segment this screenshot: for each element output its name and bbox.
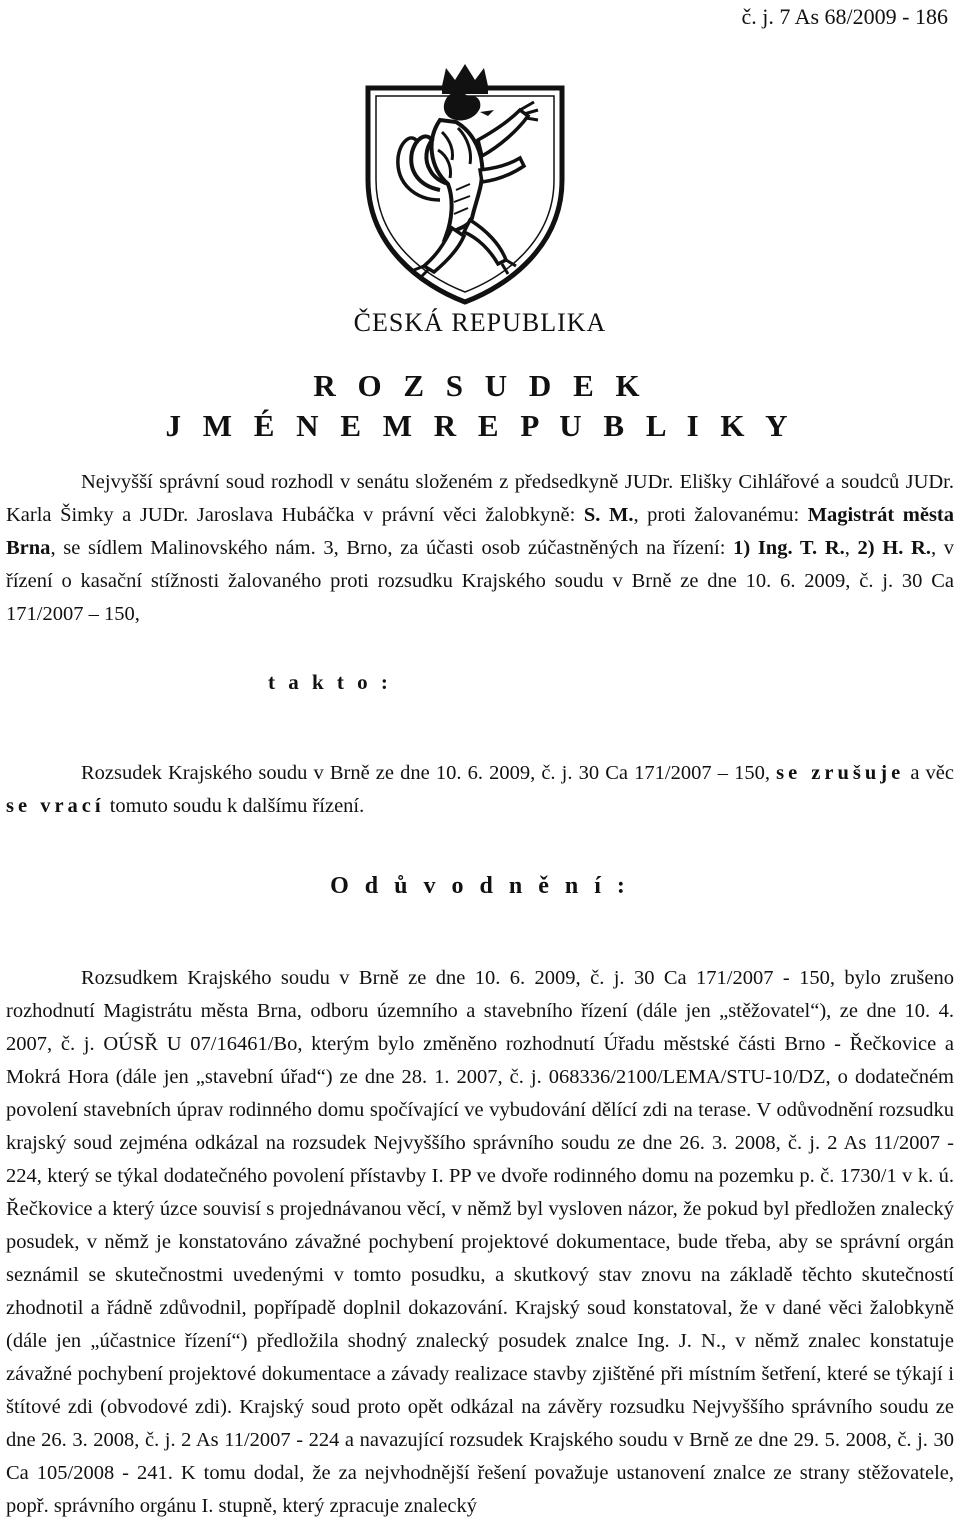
party-2-name: 2) H. R. — [857, 537, 931, 559]
reasoning-heading: O d ů v o d n ě n í : — [330, 873, 630, 899]
verdict-text-1: Rozsudek Krajského soudu v Brně ze dne 10. 6. 2009, č. j. 30 Ca 171/2007 – 150, — [81, 762, 777, 784]
country-heading: ČESKÁ REPUBLIKA — [353, 308, 607, 337]
reasoning-paragraph: Rozsudkem Krajského soudu v Brně ze dne 10. 6. 2009, č. j. 30 Ca 171/2007 - 150, bylo zrušeno rozhodnutí Magistrátu města Brna, odboru územního a stavebního řízení (dále jen „stěžovatel“), ze dne 10. 4. 2007, č. j. OÚSŘ U 07/16461/Bo, kterým bylo změněno rozhodnutí Úřadu městské části Brno - Řečkovice a Mokrá Hora (dále jen „stavební úřad“) ze dne 28. 1. 2007, č. j. 068336/2100/LEMA/STU-10/DZ, o dodatečném povolení stavebních úprav rodinného domu spočívající ve vybudování dělící zdi na terase. V odůvodnění rozsudku krajský soud zejména odkázal na rozsudek Nejvyššího správního soudu ze dne 26. 3. 2008, č. j. 2 As 11/2007 - 224, který se týkal dodatečného povolení přístavby I. PP ve dvoře rodinného domu na pozemku p. č. 1730/1 v k. ú. Řečkovice a který úzce souvisí s projednávanou věcí, v němž byl vysloven názor, že pokud byl předložen znalecký posudek, v němž je konstatováno závažné pochybení projektové dokumentace, bude třeba, aby se správní orgán seznámil se skutečnostmi uvedenými v tomto posudku, a skutkový stav znovu na základě těchto skutečností zhodnotil a řádně zdůvodnil, popřípadě doplnil dokazování. Krajský soud konstatoval, že v dané věci žalobkyně (dále jen „účastnice řízení“) předložila shodný znalecký posudek znalce Ing. J. N., v němž znalec konstatuje závažné pochybení projektové dokumentace a závady realizace stavby zjištěné při místním šetření, které se týkají i štítové zdi (obvodové zdi). Krajský soud proto opět odkázal na závěry rozsudku Nejvyššího správního soudu ze dne 26. 3. 2008, č. j. 2 As 11/2007 - 224 a navazující rozsudek Krajského soudu v Brně ze dne 29. 5. 2008, č. j. 30 Ca 105/2008 - 241. K tomu dodal, že za nejvhodnější řešení považuje ustanovení znalce ze strany stěžovatele, popř. správního orgánu I. stupně, který zpracuje znalecký — [6, 967, 954, 1517]
intro-text-1: Nejvyšší správní soud rozhodl v senátu složeném z předsedkyně JUDr. Elišky Cihlářové a soudců JUDr. Karla Šimky a JUDr. Jaroslava Hubáčka v právní věci žalobkyně: — [6, 471, 954, 526]
document-title: R O Z S U D E K — [313, 368, 647, 403]
case-reference: č. j. 7 As 68/2009 - 186 — [741, 4, 948, 29]
defendant-name: Magistrát města Brna — [6, 504, 955, 559]
plaintiff-name: S. M. — [583, 504, 634, 526]
takto-heading: t a k t o : — [268, 670, 392, 694]
intro-text-3: , se sídlem Malinovského nám. 3, Brno, za účasti osob zúčastněných na řízení: — [50, 537, 734, 559]
verdict-text-2: a věc — [904, 762, 954, 784]
intro-text-5: , v řízení o kasační stížnosti žalovaného proti rozsudku Krajského soudu v Brně ze dne 10. 6. 2009, č. j. 30 Ca 171/2007 – 150, — [6, 537, 955, 625]
intro-text-2: , proti žalovanému: — [633, 504, 808, 526]
party-1-name: 1) Ing. T. R. — [733, 537, 845, 559]
intro-paragraph — [6, 466, 954, 631]
verdict-annul: se zrušuje — [776, 762, 905, 784]
verdict-return: se vrací — [6, 795, 105, 817]
coat-of-arms-icon — [360, 60, 570, 305]
verdict-text-3: tomuto soudu k dalšímu řízení. — [104, 795, 365, 817]
document-subtitle: J M É N E M R E P U B L I K Y — [165, 408, 795, 443]
verdict-paragraph — [6, 757, 954, 823]
intro-text-4: , — [844, 537, 858, 559]
